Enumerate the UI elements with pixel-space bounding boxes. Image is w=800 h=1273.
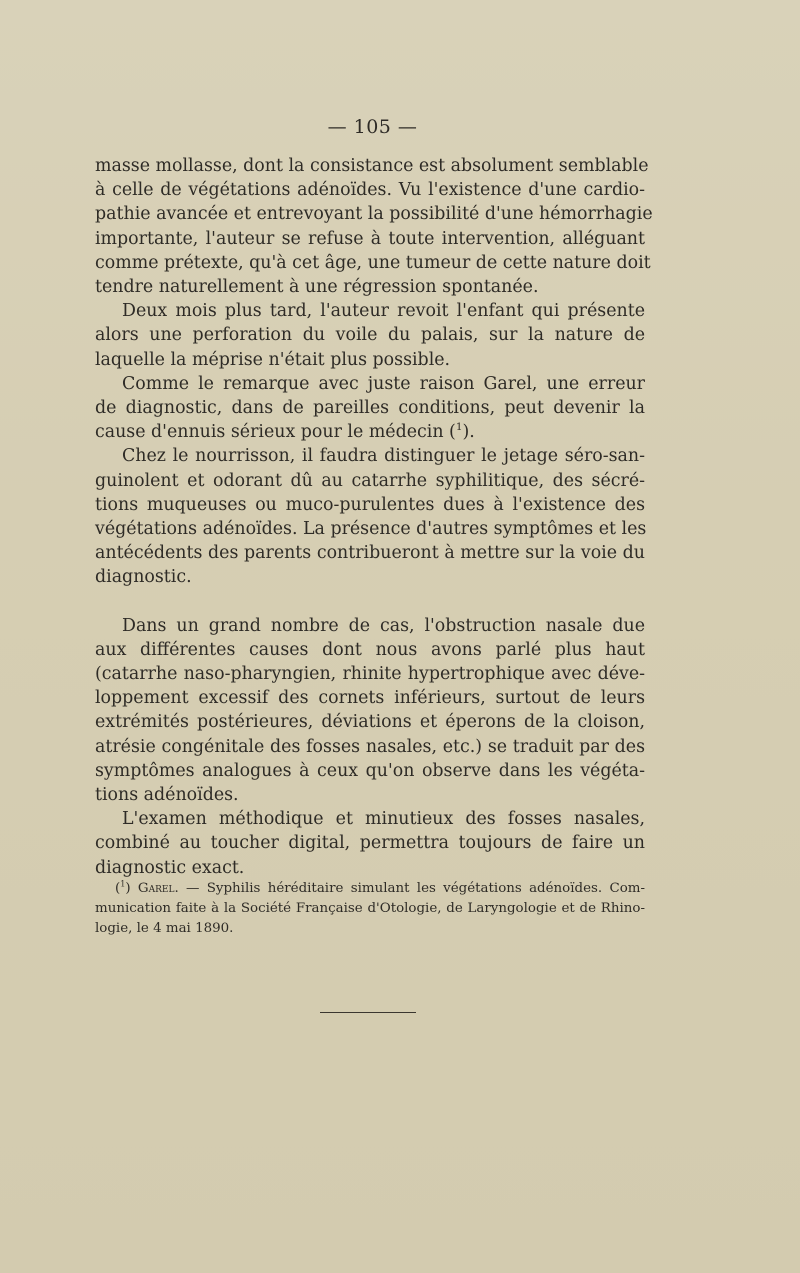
paragraph-6	[95, 807, 645, 880]
text-line: antécédents des parents contribueront à mettre sur la voie du	[95, 543, 645, 564]
text-line: comme prétexte, qu'à cet âge, une tumeur de cette nature doit	[95, 252, 651, 273]
text-line: alors une perforation du voile du palais, sur la nature de	[95, 325, 645, 346]
footnote-author: Garel	[137, 881, 175, 896]
text-line: laquelle la méprise n'était plus possible.	[95, 349, 451, 370]
paragraph-5	[95, 614, 645, 808]
text-line: extrémités postérieures, déviations et éperons de la cloison,	[95, 712, 645, 733]
text-line: Comme le remarque avec juste raison Garel, une erreur	[122, 373, 645, 394]
paragraph-gap	[95, 590, 645, 614]
text-line: végétations adénoïdes. La présence d'autres symptômes et les	[95, 519, 647, 540]
text-line: symptômes analogues à ceux qu'on observe dans les végéta-	[95, 760, 645, 781]
footnote	[95, 879, 645, 939]
text-line: diagnostic exact.	[95, 857, 245, 878]
paragraph-2	[95, 299, 645, 372]
text-line: tions muqueuses ou muco-purulentes dues à l'existence des	[95, 494, 645, 515]
footnote-marker-close: )	[125, 881, 131, 896]
text-line: (catarrhe naso-pharyngien, rhinite hypertrophique avec déve-	[95, 664, 645, 685]
text-fragment: cause d'ennuis sérieux pour le médecin (	[95, 422, 456, 443]
text-line: aux différentes causes dont nous avons parlé plus haut	[95, 639, 645, 660]
text-line: de diagnostic, dans de pareilles conditions, peut devenir la	[95, 398, 645, 419]
text-line: à celle de végétations adénoïdes. Vu l'existence d'une cardio-	[95, 180, 645, 201]
text-line: diagnostic.	[95, 567, 192, 588]
text-line: guinolent et odorant dû au catarrhe syphilitique, des sécré-	[95, 470, 645, 491]
footnote-line: logie, le 4 mai 1890.	[95, 921, 234, 936]
footnote-marker-open: (	[115, 881, 121, 896]
footnote-marker: 1	[120, 879, 126, 889]
page-number: — 105 —	[327, 116, 418, 138]
paragraph-1	[95, 154, 653, 299]
text-line-with-footnote-ref	[95, 420, 645, 444]
text-line: importante, l'auteur se refuse à toute intervention, alléguant	[95, 228, 645, 249]
text-line: masse mollasse, dont la consistance est absolument semblable	[95, 156, 649, 176]
text-line: atrésie congénitale des fosses nasales, etc.) se traduit par des	[95, 736, 645, 757]
text-line: pathie avancée et entrevoyant la possibilité d'une hémorrhagie	[95, 204, 653, 225]
footnote-line	[95, 879, 645, 899]
footnote-text: . — Syphilis héréditaire simulant les végétations adénoïdes. Com-	[174, 881, 645, 896]
text-line: L'examen méthodique et minutieux des fosses nasales,	[122, 809, 645, 830]
text-line: tions adénoïdes.	[95, 785, 239, 806]
text-line: combiné au toucher digital, permettra toujours de faire un	[95, 833, 645, 854]
text-line: tendre naturellement à une régression spontanée.	[95, 277, 539, 298]
text-line: Dans un grand nombre de cas, l'obstruction nasale due	[122, 615, 645, 636]
main-text	[95, 154, 653, 880]
footnote-line: munication faite à la Société Française d'Otologie, de Laryngologie et de Rhino-	[95, 901, 645, 916]
paragraph-3	[95, 372, 645, 445]
paragraph-4	[95, 444, 645, 589]
text-line: Deux mois plus tard, l'auteur revoit l'enfant qui présente	[122, 301, 645, 322]
text-fragment: ).	[462, 422, 475, 443]
text-line: loppement excessif des cornets inférieurs, surtout de leurs	[95, 688, 645, 709]
text-line: Chez le nourrisson, il faudra distinguer le jetage séro-san-	[122, 446, 645, 467]
footnote-ref: 1	[455, 421, 463, 434]
end-rule	[320, 1012, 416, 1013]
